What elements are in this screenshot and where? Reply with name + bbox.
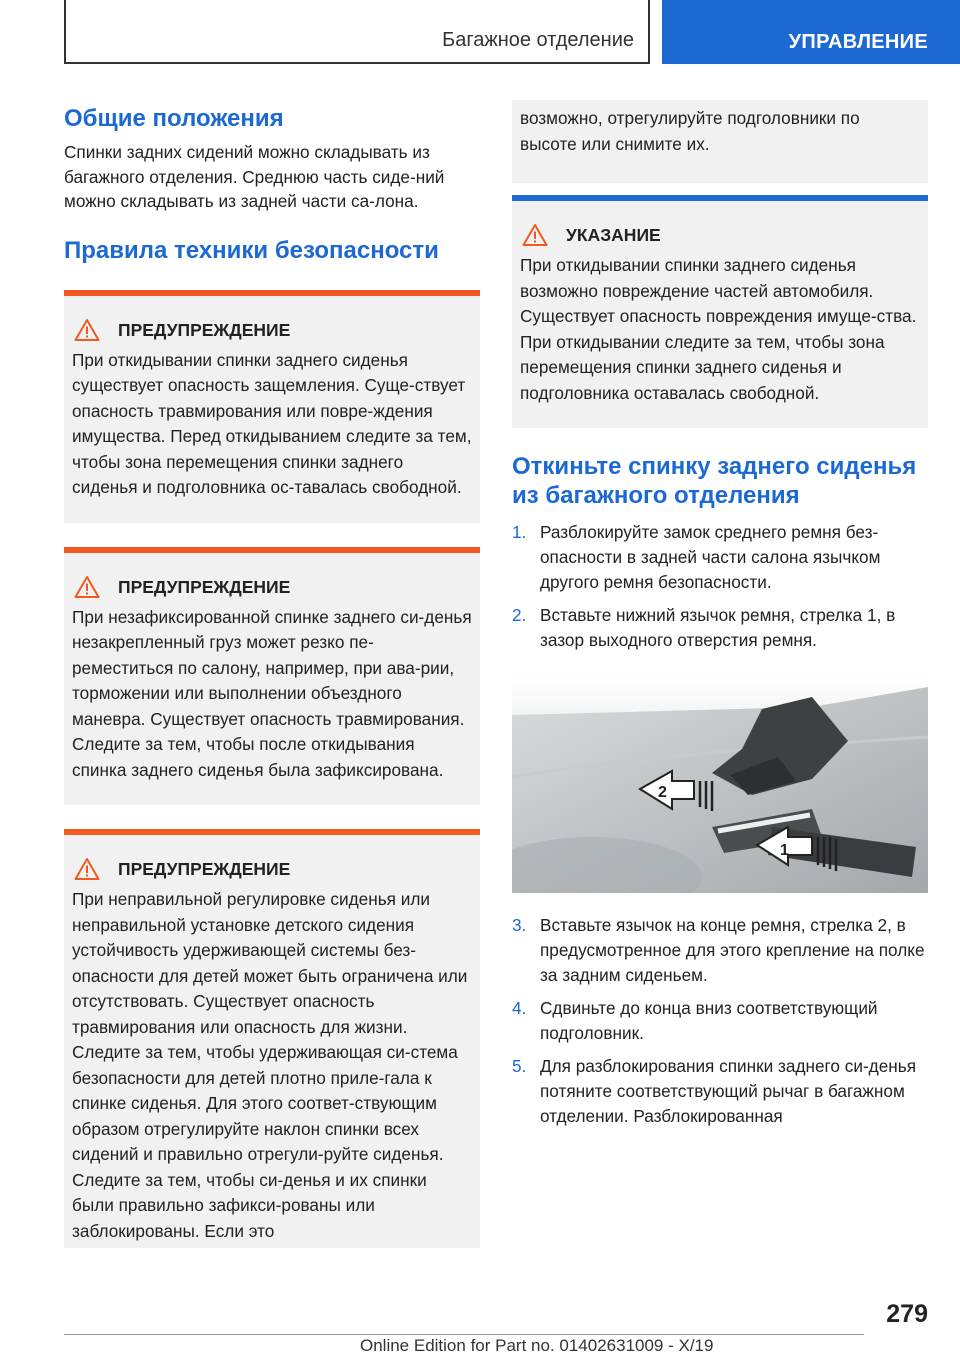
step-text: Вставьте нижний язычок ремня, стрелка 1, в зазор выходного отверстия ремня. [540, 605, 896, 650]
warning-triangle-icon [74, 575, 100, 599]
step-number: 3. [512, 915, 527, 935]
list-item [512, 1054, 928, 1129]
warning-triangle-icon [74, 318, 100, 342]
list-item [512, 603, 928, 653]
seat-belt-illustration [512, 677, 928, 893]
header-section-tab [662, 0, 960, 64]
list-item [512, 996, 928, 1046]
warning-title-row-2 [74, 575, 472, 599]
step-number: 1. [512, 522, 527, 542]
section-title: УПРАВЛЕНИЕ [788, 31, 928, 53]
header-chapter-tab [64, 0, 650, 64]
notice-triangle-icon [522, 223, 548, 247]
step-number: 2. [512, 605, 527, 625]
page-number: 279 [886, 1300, 928, 1328]
warning-title-3: ПРЕДУПРЕЖДЕНИЕ [118, 859, 291, 879]
warning-triangle-icon [74, 857, 100, 881]
chapter-title: Багажное отделение [442, 29, 634, 51]
warning-box-3-continuation [512, 100, 928, 183]
warning-title-2: ПРЕДУПРЕЖДЕНИЕ [118, 576, 291, 597]
seat-belt-photo [512, 677, 928, 893]
step-text: Для разблокирования спинки заднего си-денья потяните соответствующий рычаг в багажном отделении. Разблокированная [540, 1056, 917, 1126]
step-text: Вставьте язычок на конце ремня, стрелка 2, в предусмотренное для этого крепление на полке за задним сиденьем. [540, 915, 925, 985]
warning-box-1 [64, 290, 480, 523]
warning-text-2: При незафиксированной спинке заднего си-денья незакрепленный груз может резко пе-реместиться по салону, например, при ава-рии, торможении или выполнении объездного маневра. Существует опасность травмирования. Следите за тем, чтобы после откидывания спинка заднего сиденья была зафиксирована. [72, 606, 472, 780]
safety-heading: Правила техники безопасности [64, 236, 439, 264]
general-text: Спинки задних сидений можно складывать из багажного отделения. Среднюю часть сиде-ний можно складывать из задней части са-лона. [64, 142, 445, 211]
notice-title-row [522, 223, 920, 247]
arrow-label-1: 1 [780, 842, 789, 859]
left-column [64, 96, 480, 1248]
right-column [512, 100, 928, 1137]
warning-text-3-continued: возможно, отрегулируйте подголовники по высоте или снимите их. [520, 108, 860, 154]
arrow-label-2: 2 [658, 784, 667, 801]
notice-box [512, 195, 928, 428]
notice-title: УКАЗАНИЕ [566, 225, 661, 245]
procedure-steps-part-2 [512, 913, 928, 1129]
step-number: 5. [512, 1056, 527, 1076]
step-text: Разблокируйте замок среднего ремня без-опасности в задней части салона язычком другого ремня безопасности. [540, 522, 881, 592]
warning-text-3: При неправильной регулировке сиденья или неправильной установке детского сидения устойчивость удерживающей системы без-опасности для детей может быть ограничена или отсутствовать. Существует опасность травмирования или опасность для жизни. Следите за тем, чтобы удерживающая си-стема безопасности для детей плотно приле-гала к спинке сиденья. Для этого соответ-ствующим образом отрегулируйте наклон спинки всех сидений и правильно отрегули-руйте сиденья. Следите за тем, чтобы си-денья и их спинки были правильно зафикси-рованы или заблокированы. Если это [72, 889, 468, 1241]
notice-text: При откидывании спинки заднего сиденья возможно повреждение частей автомобиля. Существует опасность повреждения имуще-ства. При откидывании следите за тем, чтобы зона перемещения спинки заднего сиденья и подголовника оставалась свободной. [520, 255, 917, 403]
list-item [512, 913, 928, 988]
warning-text-1: При откидывании спинки заднего сиденья существует опасность защемления. Суще-ствует опасность травмирования или повре-ждения имущества. Перед откидыванием следите за тем, чтобы зона перемещения спинки заднего сиденья и подголовника ос-тавалась свободной. [72, 349, 472, 497]
warning-title-row-3 [74, 857, 472, 881]
general-heading: Общие положения [64, 105, 284, 132]
footer-edition: Online Edition for Part no. 01402631009 - X/19 [360, 1336, 714, 1355]
list-item [512, 520, 928, 595]
warning-title-1: ПРЕДУПРЕЖДЕНИЕ [118, 319, 291, 340]
procedure-steps-part-1 [512, 520, 928, 653]
warning-title-row-1 [74, 318, 472, 342]
warning-box-3 [64, 829, 480, 1248]
footer-divider [64, 1334, 864, 1335]
step-text: Сдвиньте до конца вниз соответствующий подголовник. [540, 998, 878, 1043]
warning-box-2 [64, 547, 480, 806]
step-number: 4. [512, 998, 527, 1018]
procedure-heading: Откиньте спинку заднего сиденья из багажного отделения [512, 453, 917, 509]
